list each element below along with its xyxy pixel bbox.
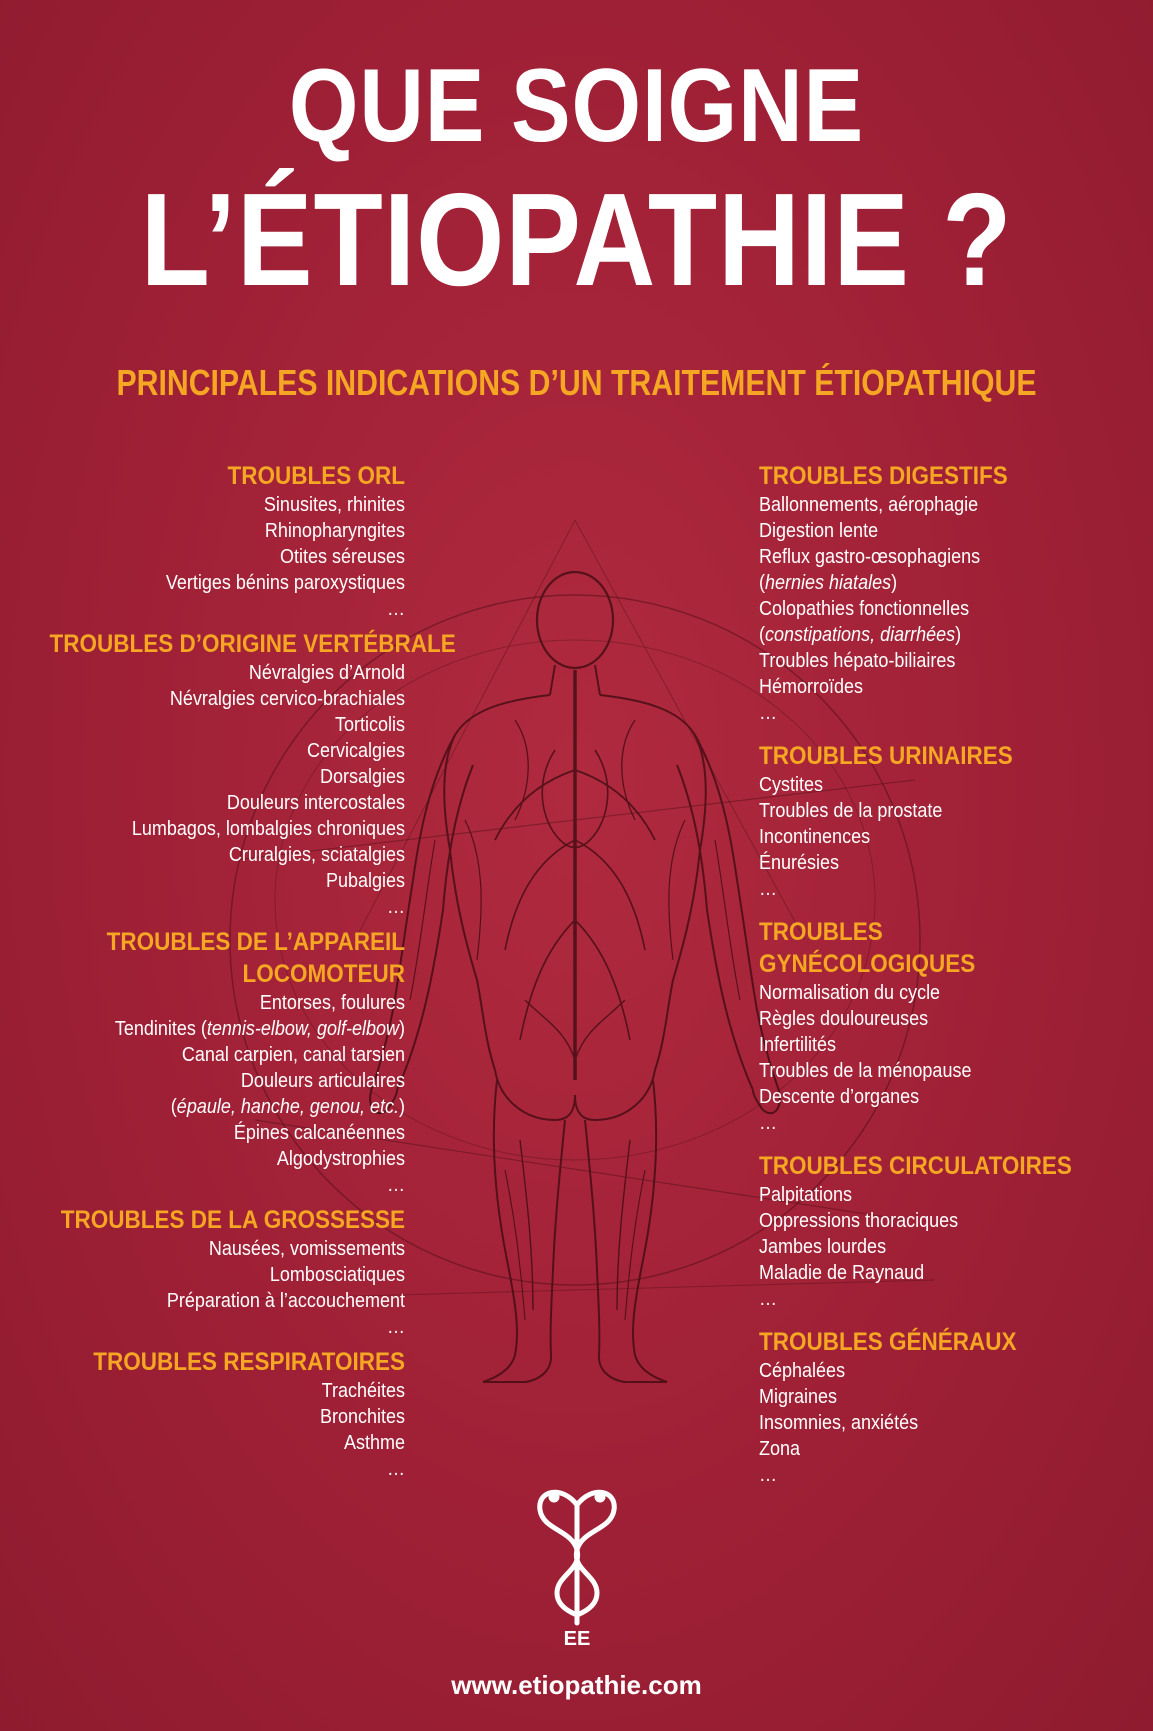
section-orl: [50, 460, 406, 622]
item-text: Tendinites (: [114, 1018, 207, 1040]
list-item: Ballonnements, aérophagie: [759, 494, 979, 516]
list-item: Migraines: [759, 1386, 838, 1408]
item-text-italic: hernies hiatales: [765, 572, 892, 594]
right-column: [759, 460, 1149, 1488]
section-title-digestifs: TROUBLES DIGESTIFS: [759, 462, 1008, 490]
list-item: Bronchites: [319, 1406, 405, 1428]
list-item: Lumbagos, lombalgies chroniques: [131, 818, 405, 840]
more-ellipsis: …: [387, 1316, 405, 1338]
list-item: Troubles de la prostate: [759, 800, 943, 822]
more-ellipsis: …: [387, 1458, 405, 1480]
more-ellipsis: …: [387, 1174, 405, 1196]
subtitle: PRINCIPALES INDICATIONS D’UN TRAITEMENT ÉTIOPATHIQUE: [116, 362, 1037, 403]
list-item: Digestion lente: [759, 520, 879, 542]
section-title-grossesse: TROUBLES DE LA GROSSESSE: [60, 1206, 405, 1234]
section-title-locomoteur-line2: LOCOMOTEUR: [242, 960, 405, 988]
list-item: Rhinopharyngites: [264, 520, 405, 542]
item-text: ): [955, 624, 962, 646]
left-column: [10, 460, 456, 1482]
list-item: Douleurs intercostales: [226, 792, 405, 814]
section-title-circulatoires: TROUBLES CIRCULATOIRES: [759, 1152, 1072, 1180]
list-item: Algodystrophies: [276, 1148, 405, 1170]
list-item: Hémorroïdes: [759, 676, 864, 698]
more-ellipsis: …: [759, 1288, 777, 1310]
item-text: (: [759, 572, 766, 594]
item-text: (: [170, 1096, 177, 1118]
section-grossesse: [50, 1204, 406, 1340]
list-item: Épines calcanéennes: [233, 1122, 405, 1144]
more-ellipsis: …: [759, 878, 777, 900]
section-generaux: [759, 1326, 1110, 1488]
more-ellipsis: …: [387, 598, 405, 620]
list-item: Insomnies, anxiétés: [759, 1412, 919, 1434]
list-item: Vertiges bénins paroxystiques: [165, 572, 405, 594]
list-item: Reflux gastro-œsophagiens: [759, 546, 981, 568]
more-ellipsis: …: [759, 702, 777, 724]
item-text: ): [398, 1018, 405, 1040]
list-item: [759, 622, 1110, 648]
list-item: Infertilités: [759, 1034, 837, 1056]
list-item: Cystites: [759, 774, 824, 796]
section-title-orl: TROUBLES ORL: [227, 462, 405, 490]
section-title-respiratoires: TROUBLES RESPIRATOIRES: [93, 1348, 405, 1376]
item-text: ): [891, 572, 898, 594]
section-title-gyneco-line2: GYNÉCOLOGIQUES: [759, 950, 976, 978]
list-item: Normalisation du cycle: [759, 982, 941, 1004]
list-item: Trachéites: [321, 1380, 405, 1402]
caduceus-logo-icon: [532, 1475, 622, 1650]
website-url-link[interactable]: www.etiopathie.com: [451, 1670, 702, 1700]
more-ellipsis: …: [387, 896, 405, 918]
item-text: ): [398, 1096, 405, 1118]
list-item: Céphalées: [759, 1360, 846, 1382]
item-text-italic: épaule, hanche, genou, etc.: [176, 1096, 399, 1118]
list-item: Préparation à l’accouchement: [166, 1290, 405, 1312]
list-item: Troubles hépato-biliaires: [759, 650, 956, 672]
section-title-locomoteur-line1: TROUBLES DE L’APPAREIL: [106, 928, 406, 956]
list-item: Zona: [759, 1438, 801, 1460]
list-item: Sinusites, rhinites: [263, 494, 405, 516]
item-text: (: [759, 624, 766, 646]
logo-letters: EE: [563, 1628, 591, 1650]
section-vertebral: [49, 628, 456, 920]
list-item: Dorsalgies: [319, 766, 405, 788]
more-ellipsis: …: [759, 1112, 777, 1134]
list-item: Otites séreuses: [279, 546, 405, 568]
list-item: Torticolis: [334, 714, 405, 736]
section-title-vertebral: TROUBLES D’ORIGINE VERTÉBRALE: [49, 630, 456, 658]
item-text-italic: constipations, diarrhées: [765, 624, 956, 646]
section-urinaires: [759, 740, 1110, 902]
list-item: Névralgies d’Arnold: [248, 662, 405, 684]
list-item: Asthme: [343, 1432, 405, 1454]
section-title-gyneco-line1: TROUBLES: [759, 918, 883, 946]
list-item: Lombosciatiques: [269, 1264, 405, 1286]
section-respiratoires: [50, 1346, 406, 1482]
list-item: [50, 1016, 406, 1042]
list-item: Énurésies: [759, 852, 840, 874]
list-item: Pubalgies: [325, 870, 405, 892]
list-item: [50, 1094, 406, 1120]
list-item: Descente d’organes: [759, 1086, 920, 1108]
list-item: Maladie de Raynaud: [759, 1262, 925, 1284]
list-item: Névralgies cervico-brachiales: [169, 688, 405, 710]
list-item: Entorses, foulures: [259, 992, 405, 1014]
list-item: Incontinences: [759, 826, 871, 848]
section-title-generaux: TROUBLES GÉNÉRAUX: [759, 1328, 1017, 1356]
list-item: [759, 570, 1110, 596]
list-item: Nausées, vomissements: [208, 1238, 405, 1260]
list-item: Troubles de la ménopause: [759, 1060, 972, 1082]
item-text-italic: tennis-elbow, golf-elbow: [206, 1018, 399, 1040]
list-item: Règles douloureuses: [759, 1008, 929, 1030]
title-line-1: QUE SOIGNE: [288, 48, 865, 164]
list-item: Colopathies fonctionnelles: [759, 598, 970, 620]
section-digestifs: [759, 460, 1110, 726]
list-item: Cervicalgies: [306, 740, 405, 762]
title-line-2: L’ÉTIOPATHIE ?: [140, 166, 1013, 313]
list-item: Oppressions thoraciques: [759, 1210, 959, 1232]
list-item: Canal carpien, canal tarsien: [181, 1044, 405, 1066]
list-item: Jambes lourdes: [759, 1236, 887, 1258]
section-circulatoires: [759, 1150, 1110, 1312]
section-title-urinaires: TROUBLES URINAIRES: [759, 742, 1013, 770]
list-item: Douleurs articulaires: [240, 1070, 405, 1092]
more-ellipsis: …: [759, 1464, 777, 1486]
list-item: Cruralgies, sciatalgies: [228, 844, 405, 866]
list-item: Palpitations: [759, 1184, 853, 1206]
section-locomoteur: [50, 926, 406, 1198]
section-gyneco: [759, 916, 1110, 1136]
